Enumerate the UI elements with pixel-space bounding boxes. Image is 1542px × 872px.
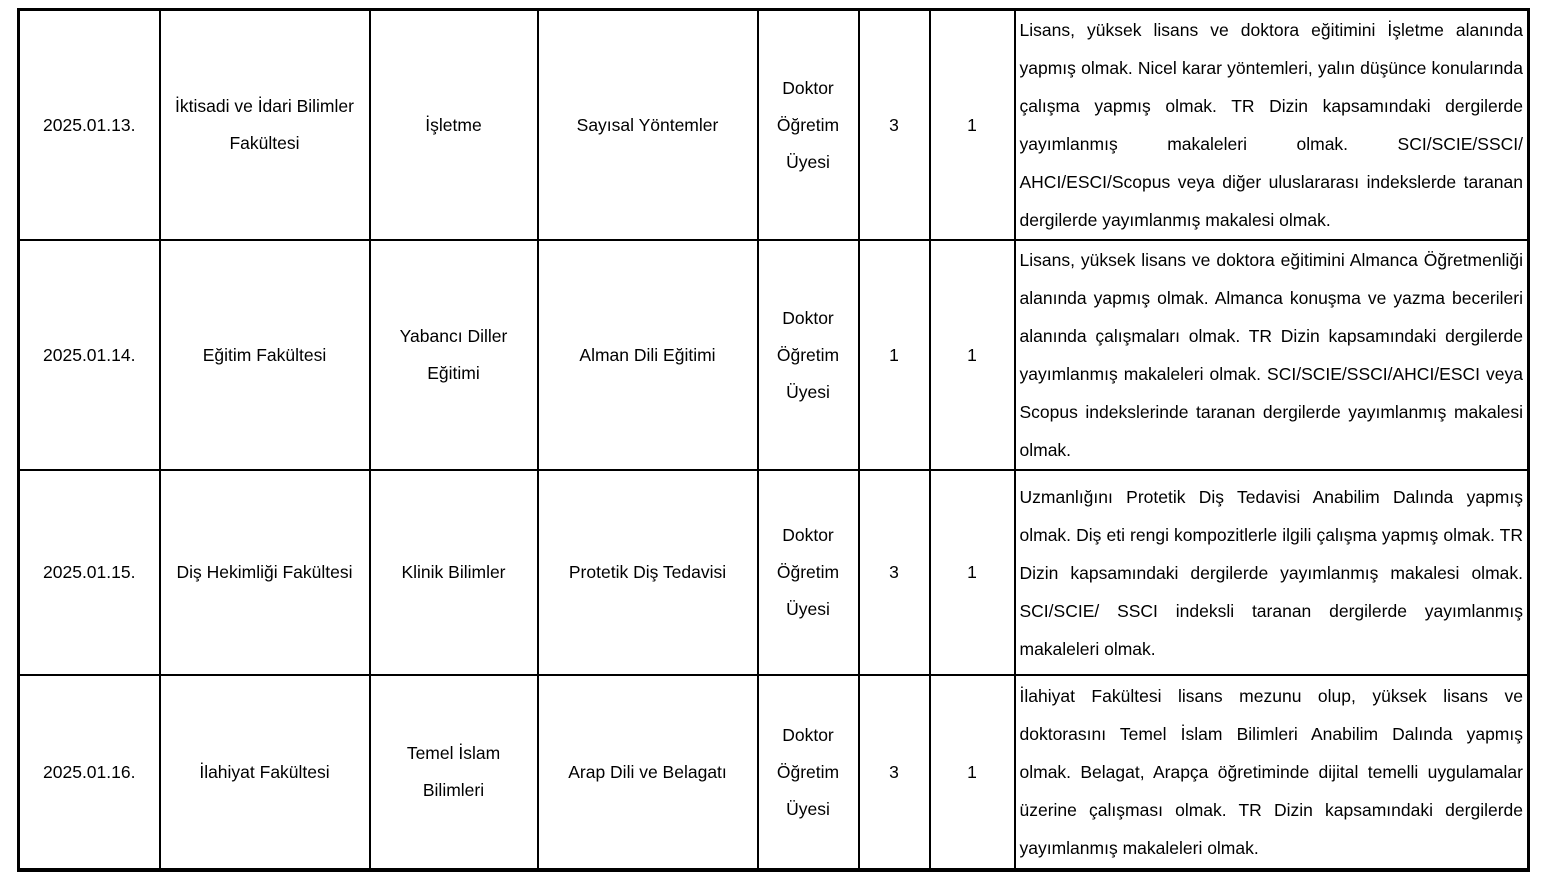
program-cell: Alman Dili Eğitimi xyxy=(538,240,758,470)
title-cell: Doktor Öğretim Üyesi xyxy=(758,470,859,675)
description-cell: Lisans, yüksek lisans ve doktora eğitimini Almanca Öğretmenliği alanında yapmış olmak. Almanca konuşma ve yazma becerileri alanında çalışmaları olmak. TR Dizin kapsamındaki dergilerde yayımlanmış makaleleri olmak. SCI/SCIE/SSCI/AHCI/ESCI veya Scopus indekslerinde taranan dergilerde yayımlanmış makalesi olmak. xyxy=(1015,240,1529,470)
number-col-2-cell: 1 xyxy=(930,10,1015,241)
faculty-cell: İlahiyat Fakültesi xyxy=(160,675,370,870)
description-cell: İlahiyat Fakültesi lisans mezunu olup, yüksek lisans ve doktorasını Temel İslam Bilimleri Anabilim Dalında yapmış olmak. Belagat, Arapça öğretiminde dijital temelli uygulamalar üzerine çalışması olmak. TR Dizin kapsamındaki dergilerde yayımlanmış makaleleri olmak. xyxy=(1015,675,1529,870)
title-cell: Doktor Öğretim Üyesi xyxy=(758,10,859,241)
program-cell: Sayısal Yöntemler xyxy=(538,10,758,241)
number-col-2-cell: 1 xyxy=(930,675,1015,870)
department-cell: İşletme xyxy=(370,10,538,241)
table-body xyxy=(19,10,1529,871)
faculty-cell: İktisadi ve İdari Bilimler Fakültesi xyxy=(160,10,370,241)
date-cell: 2025.01.14. xyxy=(19,240,160,470)
number-col-1-cell: 3 xyxy=(859,675,930,870)
number-col-2-cell: 1 xyxy=(930,240,1015,470)
table-row xyxy=(19,470,1529,675)
number-col-1-cell: 3 xyxy=(859,10,930,241)
department-cell: Klinik Bilimler xyxy=(370,470,538,675)
program-cell: Arap Dili ve Belagatı xyxy=(538,675,758,870)
description-cell: Uzmanlığını Protetik Diş Tedavisi Anabilim Dalında yapmış olmak. Diş eti rengi kompozitlerle ilgili çalışma yapmış olmak. TR Dizin kapsamındaki dergilerde yayımlanmış makalesi olmak. SCI/SCIE/ SSCI indeksli taranan dergilerde yayımlanmış makaleleri olmak. xyxy=(1015,470,1529,675)
date-cell: 2025.01.13. xyxy=(19,10,160,241)
academic-positions-table xyxy=(17,8,1530,872)
date-cell: 2025.01.15. xyxy=(19,470,160,675)
department-cell: Temel İslam Bilimleri xyxy=(370,675,538,870)
table-row xyxy=(19,675,1529,870)
table-row xyxy=(19,240,1529,470)
faculty-cell: Eğitim Fakültesi xyxy=(160,240,370,470)
title-cell: Doktor Öğretim Üyesi xyxy=(758,240,859,470)
description-cell: Lisans, yüksek lisans ve doktora eğitimini İşletme alanında yapmış olmak. Nicel karar yöntemleri, yalın düşünce konularında çalışma yapmış olmak. TR Dizin kapsamındaki dergilerde yayımlanmış makaleleri olmak. SCI/SCIE/SSCI/ AHCI/ESCI/Scopus veya diğer uluslararası indekslerde taranan dergilerde yayımlanmış makalesi olmak. xyxy=(1015,10,1529,241)
department-cell: Yabancı Diller Eğitimi xyxy=(370,240,538,470)
faculty-cell: Diş Hekimliği Fakültesi xyxy=(160,470,370,675)
program-cell: Protetik Diş Tedavisi xyxy=(538,470,758,675)
number-col-2-cell: 1 xyxy=(930,470,1015,675)
table-row xyxy=(19,10,1529,241)
date-cell: 2025.01.16. xyxy=(19,675,160,870)
title-cell: Doktor Öğretim Üyesi xyxy=(758,675,859,870)
number-col-1-cell: 3 xyxy=(859,470,930,675)
number-col-1-cell: 1 xyxy=(859,240,930,470)
